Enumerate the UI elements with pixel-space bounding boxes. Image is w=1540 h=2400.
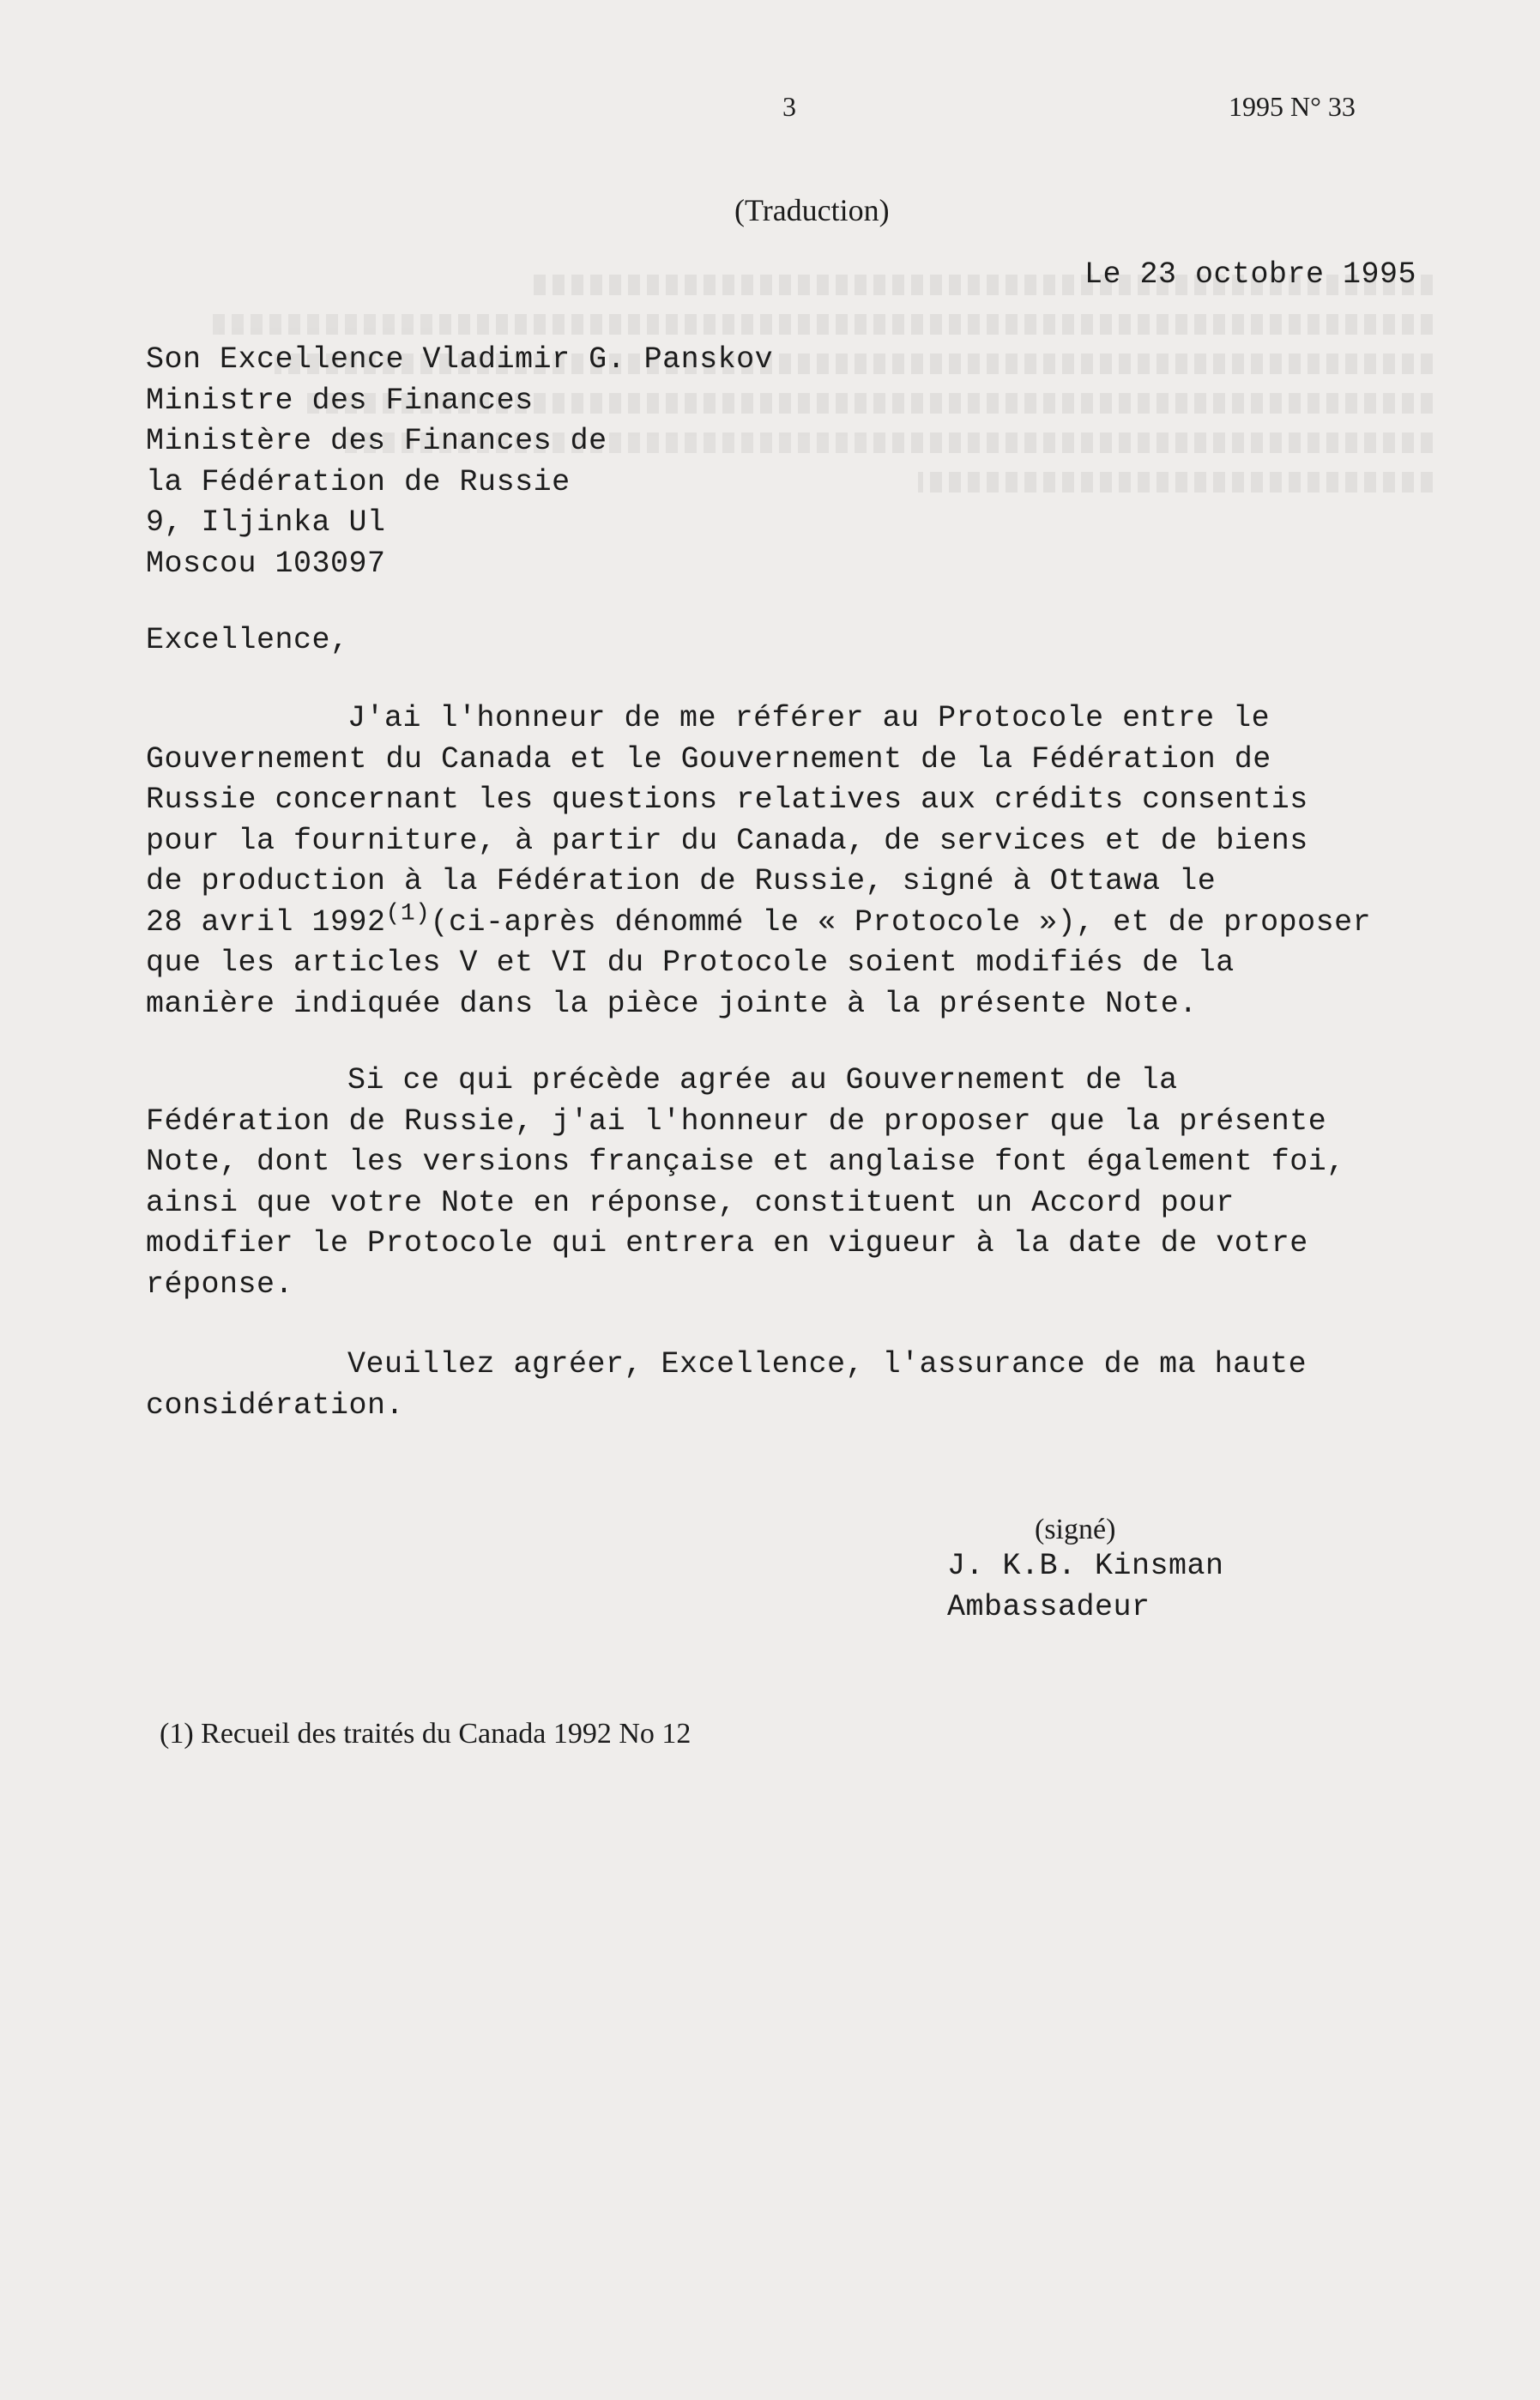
paragraph-text: (ci-après dénommé le « Protocole »), et de proposer [430, 904, 1372, 940]
footnote: (1) Recueil des traités du Canada 1992 No 12 [160, 1718, 691, 1750]
paragraph-line: réponse. [146, 1266, 294, 1302]
paragraph-line: considération. [146, 1387, 405, 1423]
body-paragraph-1 [146, 698, 1450, 1025]
paragraph-line: Fédération de Russie, j'ai l'honneur de proposer que la présente [146, 1103, 1327, 1139]
signatory-title: Ambassadeur [947, 1589, 1150, 1624]
recipient-address [146, 340, 773, 584]
address-line: la Fédération de Russie [146, 464, 571, 499]
footnote-reference: (1) [385, 899, 431, 927]
paragraph-line-with-reference [146, 899, 1450, 944]
paragraph-line: Russie concernant les questions relatives aux crédits consentis [146, 783, 1308, 817]
signatory-block [947, 1546, 1224, 1628]
body-paragraph-2 [146, 1061, 1450, 1305]
paragraph-line: Note, dont les versions française et anglaise font également foi, [146, 1145, 1345, 1179]
paragraph-line: ainsi que votre Note en réponse, constituent un Accord pour [146, 1185, 1235, 1220]
paragraph-line: pour la fourniture, à partir du Canada, de services et de biens [146, 823, 1308, 858]
paragraph-text: 28 avril 1992 [146, 904, 386, 940]
address-line: Moscou 103097 [146, 546, 386, 581]
paragraph-line: modifier le Protocole qui entrera en vigueur à la date de votre [146, 1226, 1308, 1260]
closing-paragraph [146, 1345, 1450, 1426]
translation-label: (Traduction) [734, 193, 890, 227]
paragraph-line: J'ai l'honneur de me référer au Protocole entre le [347, 701, 1271, 735]
letter-date: Le 23 octobre 1995 [1084, 257, 1417, 292]
address-line: Son Excellence Vladimir G. Panskov [146, 342, 774, 377]
salutation: Excellence, [146, 623, 349, 657]
page-number: 3 [782, 91, 796, 122]
address-line: Ministre des Finances [146, 383, 534, 418]
address-line: Ministère des Finances de [146, 424, 607, 458]
paragraph-line: de production à la Fédération de Russie, signé à Ottawa le [146, 864, 1217, 898]
paragraph-line: Si ce qui précède agrée au Gouvernement de la [347, 1063, 1178, 1097]
paragraph-line: Veuillez agréer, Excellence, l'assurance de ma haute [347, 1347, 1307, 1381]
paragraph-line: que les articles V et VI du Protocole soient modifiés de la [146, 946, 1235, 980]
paragraph-line: Gouvernement du Canada et le Gouvernement de la Fédération de [146, 741, 1271, 777]
signed-label: (signé) [1035, 1514, 1116, 1545]
address-line: 9, Iljinka Ul [146, 505, 386, 540]
issue-number: 1995 N° 33 [1229, 91, 1356, 122]
signatory-name: J. K.B. Kinsman [947, 1549, 1224, 1583]
paragraph-line: manière indiquée dans la pièce jointe à la présente Note. [146, 986, 1198, 1021]
